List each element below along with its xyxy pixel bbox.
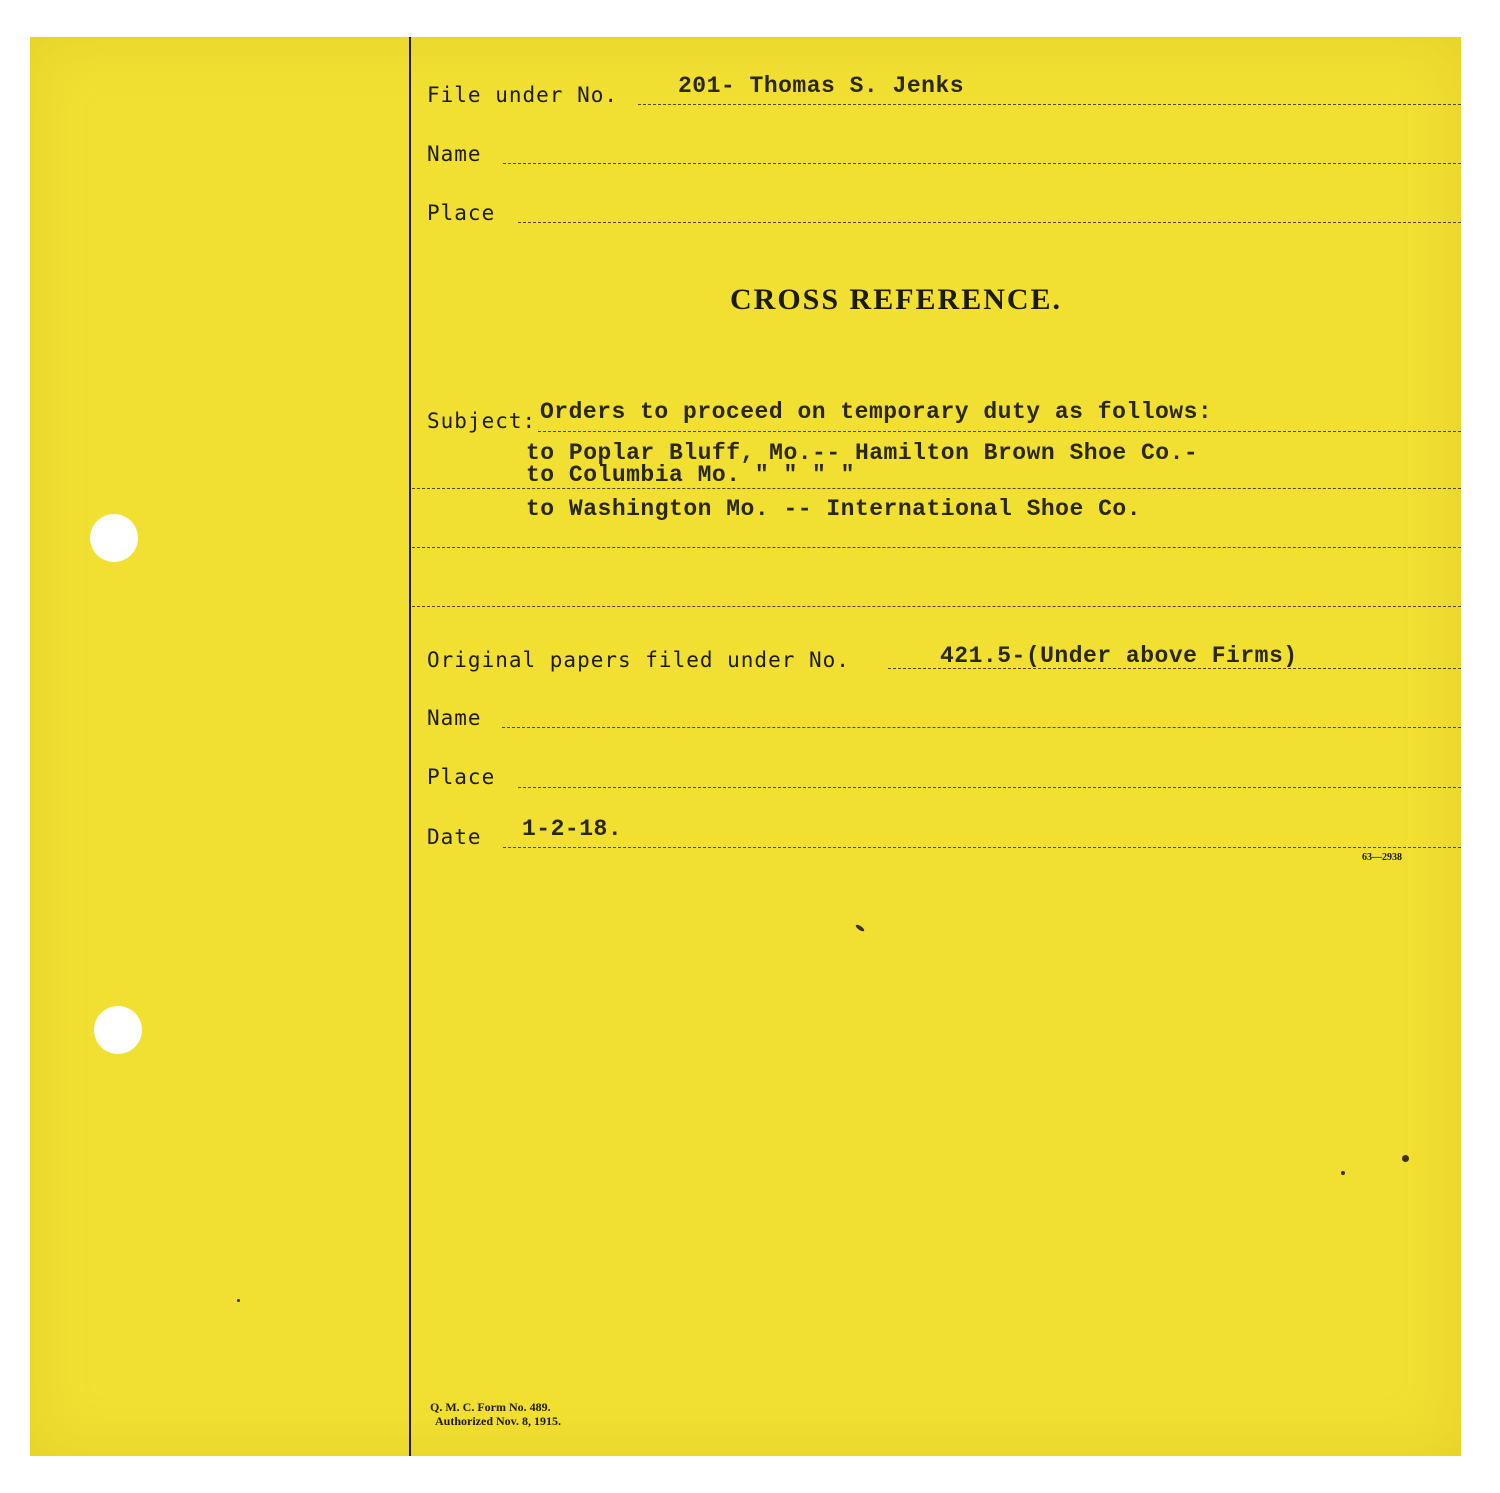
original-name-line [502, 727, 1461, 728]
subject-line-2: to Poplar Bluff, Mo.-- Hamilton Brown Shoe Co.- [526, 440, 1199, 466]
print-code: 63—2938 [1362, 852, 1402, 863]
original-papers-label: Original papers filed under No. [427, 648, 850, 672]
original-name-label: Name [427, 706, 482, 730]
subject-rule-3 [412, 547, 1461, 548]
date-line [503, 847, 1461, 848]
original-papers-value: 421.5-(Under above Firms) [940, 643, 1298, 669]
subject-line-1: Orders to proceed on temporary duty as follows: [540, 399, 1213, 425]
file-under-line [638, 104, 1461, 105]
form-id-line-1: Q. M. C. Form No. 489. [430, 1400, 551, 1414]
name-line [503, 163, 1461, 164]
subject-rule-2 [412, 488, 1461, 489]
ink-speck [1341, 1171, 1345, 1175]
margin-rule [409, 37, 411, 1456]
file-under-value: 201- Thomas S. Jenks [678, 73, 965, 99]
original-papers-line [888, 668, 1461, 669]
punch-hole-top [90, 514, 138, 562]
subject-rule-4 [412, 606, 1461, 607]
cross-reference-card [30, 37, 1461, 1456]
subject-label: Subject: [427, 409, 537, 433]
subject-line-3: to Columbia Mo. " " " " [526, 462, 855, 488]
ink-speck [1402, 1155, 1409, 1162]
ink-speck [237, 1299, 240, 1302]
place-line [518, 222, 1461, 223]
file-under-label: File under No. [427, 83, 619, 107]
subject-line-4: to Washington Mo. -- International Shoe Co. [526, 496, 1141, 522]
date-value: 1-2-18. [522, 816, 623, 842]
date-label: Date [427, 825, 482, 849]
original-place-label: Place [427, 765, 496, 789]
form-id [430, 1400, 561, 1428]
original-place-line [518, 787, 1461, 788]
name-label: Name [427, 142, 482, 166]
subject-rule-1 [538, 431, 1461, 432]
place-label: Place [427, 201, 496, 225]
ink-speck [855, 923, 865, 932]
punch-hole-bottom [94, 1006, 142, 1054]
form-id-line-2: Authorized Nov. 8, 1915. [435, 1414, 561, 1428]
form-title: CROSS REFERENCE. [730, 283, 1063, 316]
